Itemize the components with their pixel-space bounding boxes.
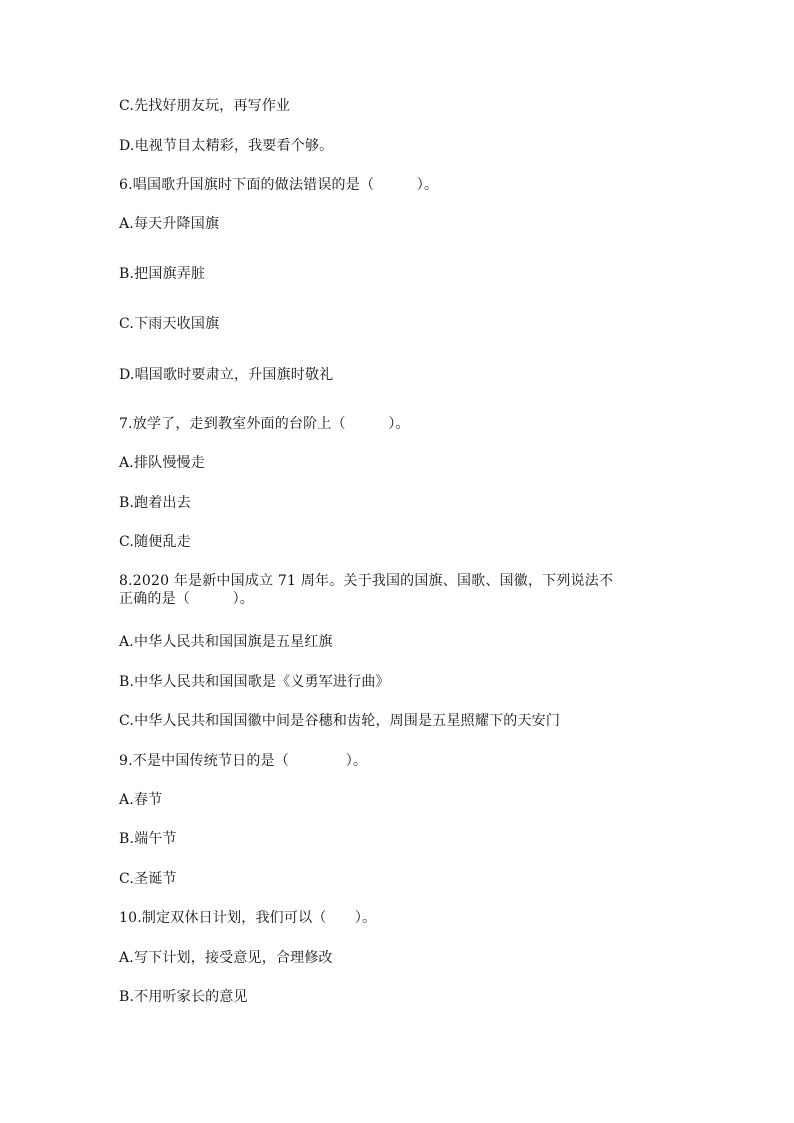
q7-option-a: A.排队慢慢走 bbox=[119, 455, 205, 471]
q5-option-d: D.电视节目太精彩，我要看个够。 bbox=[119, 138, 334, 154]
question-8-line-1: 8.2020 年是新中国成立 71 周年。关于我国的国旗、国歌、国徽，下列说法不 bbox=[119, 573, 614, 589]
q8-option-a: A.中华人民共和国国旗是五星红旗 bbox=[119, 634, 333, 650]
q6-option-b: B.把国旗弄脏 bbox=[119, 266, 206, 282]
q5-option-c: C.先找好朋友玩，再写作业 bbox=[119, 98, 291, 114]
q9-option-b: B.端午节 bbox=[119, 831, 177, 847]
q8-option-b: B.中华人民共和国国歌是《义勇军进行曲》 bbox=[119, 674, 390, 690]
question-6: 6.唱国歌升国旗时下面的做法错误的是（ ）。 bbox=[119, 177, 439, 193]
q8-option-c: C.中华人民共和国国徽中间是谷穗和齿轮，周围是五星照耀下的天安门 bbox=[119, 713, 561, 729]
q10-option-b: B.不用听家长的意见 bbox=[119, 989, 248, 1005]
q9-option-c: C.圣诞节 bbox=[119, 871, 177, 887]
q6-option-c: C.下雨天收国旗 bbox=[119, 316, 220, 332]
question-10: 10.制定双休日计划，我们可以（ ）。 bbox=[119, 910, 377, 926]
question-8 bbox=[119, 572, 679, 608]
q7-option-b: B.跑着出去 bbox=[119, 495, 191, 511]
question-8-line-2: 正确的是（ ）。 bbox=[119, 591, 254, 607]
q7-option-c: C.随便乱走 bbox=[119, 534, 191, 550]
q6-option-d: D.唱国歌时要肃立，升国旗时敬礼 bbox=[119, 367, 334, 383]
q10-option-a: A.写下计划，接受意见，合理修改 bbox=[119, 950, 333, 966]
q9-option-a: A.春节 bbox=[119, 792, 163, 808]
question-9: 9.不是中国传统节日的是（ ）。 bbox=[119, 753, 368, 769]
question-7: 7.放学了，走到教室外面的台阶上（ ）。 bbox=[119, 416, 410, 432]
q6-option-a: A.每天升降国旗 bbox=[119, 216, 220, 232]
